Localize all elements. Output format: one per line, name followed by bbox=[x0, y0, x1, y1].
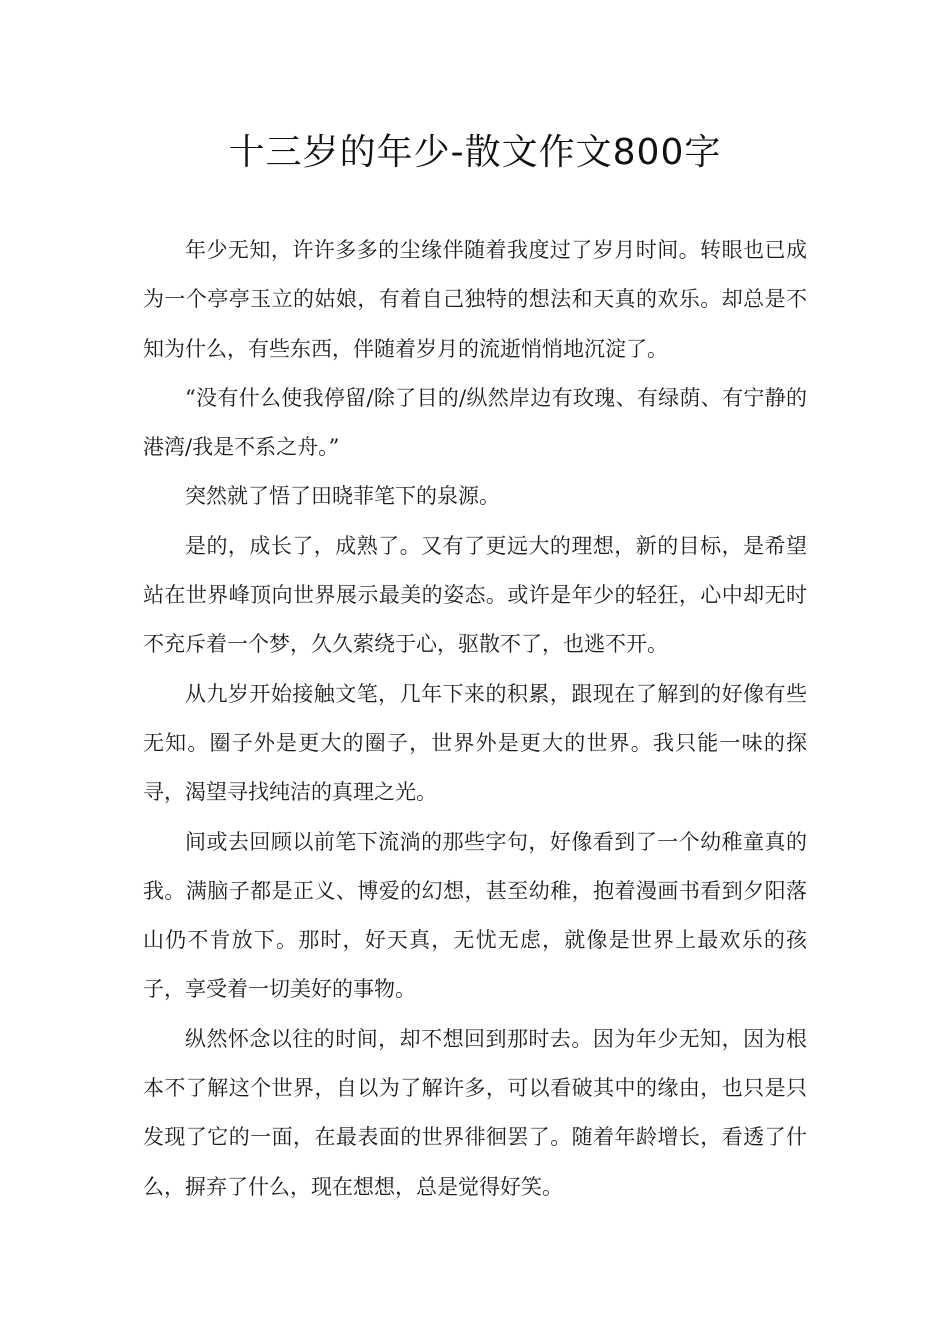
document-body bbox=[143, 226, 807, 1212]
paragraph: 是的，成长了，成熟了。又有了更远大的理想，新的目标，是希望站在世界峰顶向世界展示最美的姿态。或许是年少的轻狂，心中却无时不充斥着一个梦，久久萦绕于心，驱散不了，也逃不开。 bbox=[143, 533, 807, 657]
paragraph: 从九岁开始接触文笔，几年下来的积累，跟现在了解到的好像有些无知。圈子外是更大的圈子，世界外是更大的世界。我只能一味的探寻，渴望寻找纯洁的真理之光。 bbox=[143, 681, 807, 805]
paragraph: “没有什么使我停留/除了目的/纵然岸边有玫瑰、有绿荫、有宁静的港湾/我是不系之舟。” bbox=[143, 385, 807, 460]
document-title: 十三岁的年少-散文作文800字 bbox=[228, 132, 722, 173]
paragraph: 年少无知，许许多多的尘缘伴随着我度过了岁月时间。转眼也已成为一个亭亭玉立的姑娘，有着自己独特的想法和天真的欢乐。却总是不知为什么，有些东西，伴随着岁月的流逝悄悄地沉淀了。 bbox=[143, 238, 807, 361]
paragraph: 间或去回顾以前笔下流淌的那些字句，好像看到了一个幼稚童真的我。满脑子都是正义、博爱的幻想，甚至幼稚，抱着漫画书看到夕阳落山仍不肯放下。那时，好天真，无忧无虑，就像是世界上最欢乐的孩子，享受着一切美好的事物。 bbox=[143, 829, 807, 1002]
paragraph: 纵然怀念以往的时间，却不想回到那时去。因为年少无知，因为根本不了解这个世界，自以为了解许多，可以看破其中的缘由，也只是只发现了它的一面，在最表面的世界徘徊罢了。随着年龄增长，看透了什么，摒弃了什么，现在想想，总是觉得好笑。 bbox=[143, 1026, 807, 1199]
paragraph: 突然就了悟了田晓菲笔下的泉源。 bbox=[185, 484, 500, 509]
